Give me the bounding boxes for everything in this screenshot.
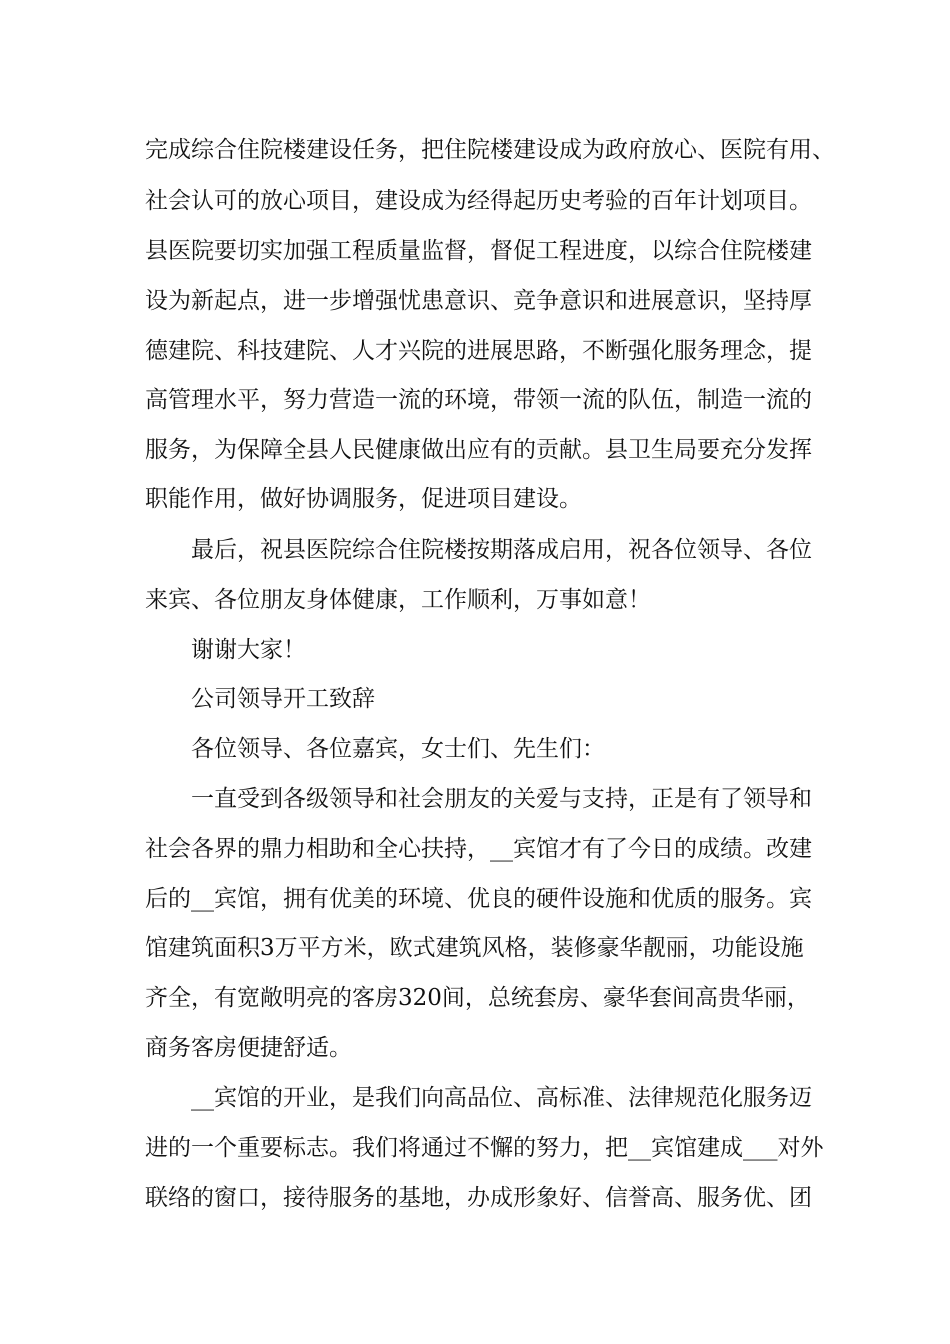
text-line: 联络的窗口，接待服务的基地，办成形象好、信誉高、服务优、团 (145, 1185, 812, 1211)
text-line: 来宾、各位朋友身体健康，工作顺利，万事如意！ (145, 587, 651, 613)
text-line: 服务，为保障全县人民健康做出应有的贡献。县卫生局要充分发挥 (145, 437, 812, 463)
text-line: 社会各界的鼎力相助和全心扶持，__宾馆才有了今日的成绩。改建 (145, 836, 812, 862)
text-line: 县医院要切实加强工程质量监督，督促工程进度，以综合住院楼建 (145, 238, 812, 264)
text-line: 设为新起点，进一步增强忧患意识、竞争意识和进展意识，坚持厚 (145, 288, 812, 314)
text-line: 馆建筑面积3万平方米，欧式建筑风格，装修豪华靓丽，功能设施 (145, 935, 804, 961)
text-line: 后的__宾馆，拥有优美的环境、优良的硬件设施和优质的服务。宾 (145, 886, 812, 912)
section-heading: 公司领导开工致辞 (191, 686, 375, 712)
salutation: 各位领导、各位嘉宾，女士们、先生们： (191, 736, 605, 762)
text-line: 最后，祝县医院综合住院楼按期落成启用，祝各位领导、各位 (191, 537, 812, 563)
text-line: 商务客房便捷舒适。 (145, 1035, 352, 1061)
text-line: 进的一个重要标志。我们将通过不懈的努力，把__宾馆建成___对外 (145, 1135, 824, 1161)
text-line: 职能作用，做好协调服务，促进项目建设。 (145, 486, 582, 512)
text-line: 高管理水平，努力营造一流的环境，带领一流的队伍，制造一流的 (145, 387, 812, 413)
text-line: __宾馆的开业，是我们向高品位、高标准、法律规范化服务迈 (191, 1085, 812, 1111)
text-line: 社会认可的放心项目，建设成为经得起历史考验的百年计划项目。 (145, 188, 812, 214)
text-line: 德建院、科技建院、人才兴院的进展思路，不断强化服务理念，提 (145, 338, 812, 364)
text-line: 一直受到各级领导和社会朋友的关爱与支持，正是有了领导和 (191, 786, 812, 812)
text-line: 谢谢大家！ (191, 637, 306, 663)
text-line: 完成综合住院楼建设任务，把住院楼建设成为政府放心、医院有用、 (145, 137, 835, 163)
text-line: 齐全，有宽敞明亮的客房320间，总统套房、豪华套间高贵华丽， (145, 985, 810, 1011)
